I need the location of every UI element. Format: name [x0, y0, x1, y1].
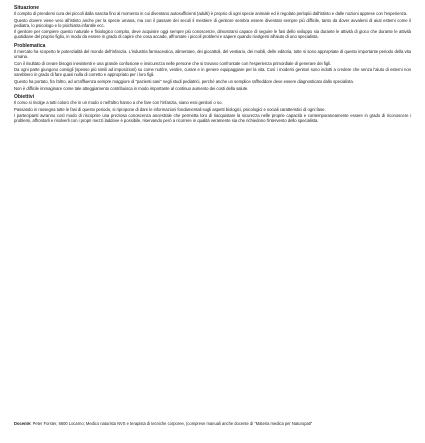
paragraph: Da ogni parte giungono consigli (spesso più simili ad imposizioni) su come nutrire, vestire, curare e in genere equipaggiare per la vita. Così i moderni genitori sono indotti a credere che senza l'aiuto di esterni non sarebbero in grado di fare quasi nulla di corretto e appropriato per i loro figli.: [14, 67, 411, 78]
section-obiettivi: [14, 94, 411, 123]
section-heading: Situazione: [14, 5, 40, 11]
paragraph: Con il risultato di creare bisogni inesistenti e una grande confusione e insicurezza nelle persone che si trovano confrontate con l'esperienza primordiale di generare dei figli.: [14, 60, 332, 66]
instructor-text: Peter Forster, 6600 Locarno; Medico naturista NVS e terapista di tecniche corporee, (comprese manuali anche docente di "Materia medica per Naturopati": [32, 421, 313, 426]
section-problematica: [14, 43, 411, 91]
paragraph: I partecipanti avranno così modo di riscoprire una preziosa conoscenza ancestrale che permetta loro di riacquistare la sicurezza nelle proprie capacità e contemporaneamente essere in grado di riconoscere i problemi, affrontarli e risolverli con i propri mezzi laddove è possibile, riservando però a ricorrere in qualità veramente sia che richiedono l'intervento dello specialista.: [14, 113, 411, 124]
paragraph: Questo dovere viene vero all'istinto anche per la specie umana, ma con il passare dei secoli il mestiere di genitore sembra essere diventato sempre più difficile, tanto da dover avvalersi di aiuti esterni come il pediatra, lo psicologo e lo psichiatra infantile ecc.: [14, 17, 411, 28]
instructor-label: Docente:: [14, 421, 32, 426]
section-heading: Problematica: [14, 43, 46, 50]
paragraph: Passando in rassegna tutte le fasi di questo periodo, si ripropone di dare le informazioni fondamentali sugli aspetti biologici, psicologici e sociali caratteristici di ogni fase.: [14, 106, 326, 112]
instructor-note: [14, 421, 411, 426]
paragraph: Il compito di prendersi cura dei piccoli dalla nascita fino al momento in cui diventano autosufficienti (adulti) è proprio di ogni specie animale ed è regolato perlopiù dall'istinto e dalle nozioni apprese con l'esperienza.: [14, 11, 408, 16]
paragraph: Il genitore per compiere questo naturale e fisiologico compito, deve acquisire oggi sempre più conoscenze, dimostrarsi capace di seguire le fasi dello sviluppo sia durante le attività di gioco che durante le attività quotidiane del proprio figlio, in modo da essere in grado di capire che cosa accade, affrontare i piccoli problemi e sapere quando rivolgersi all'aiuto di uno specialista.: [14, 29, 411, 40]
section-situazione: [14, 5, 411, 40]
paragraph: Questo ha portato, fra l'altro, ad un'affluenza sempre maggiore di "pazienti sani" negli studi pediatrici, perché anche un semplice raffreddore deve essere diagnosticato dallo specialista.: [14, 79, 354, 85]
paragraph: Il mercato ha scoperto le potenzialità del mondo dell'infanzia. L'industria farmaceutica, alimentare, dei giocattoli, del vestiario, dei mobili, delle editoria, tutte si sono appropriate di questo importante periodo della vita umana.: [14, 49, 411, 60]
paragraph: Il corso si rivolge a tutti coloro che in un modo o nell'altro hanno a che fare con l'infanzia, siano essi genitori o no.: [14, 100, 223, 106]
section-heading: Obiettivi: [14, 94, 35, 101]
paragraph: Non è difficile immaginare come tale atteggiamento contribuisca in modo importante al continuo aumento dei costi della salute.: [14, 85, 249, 91]
